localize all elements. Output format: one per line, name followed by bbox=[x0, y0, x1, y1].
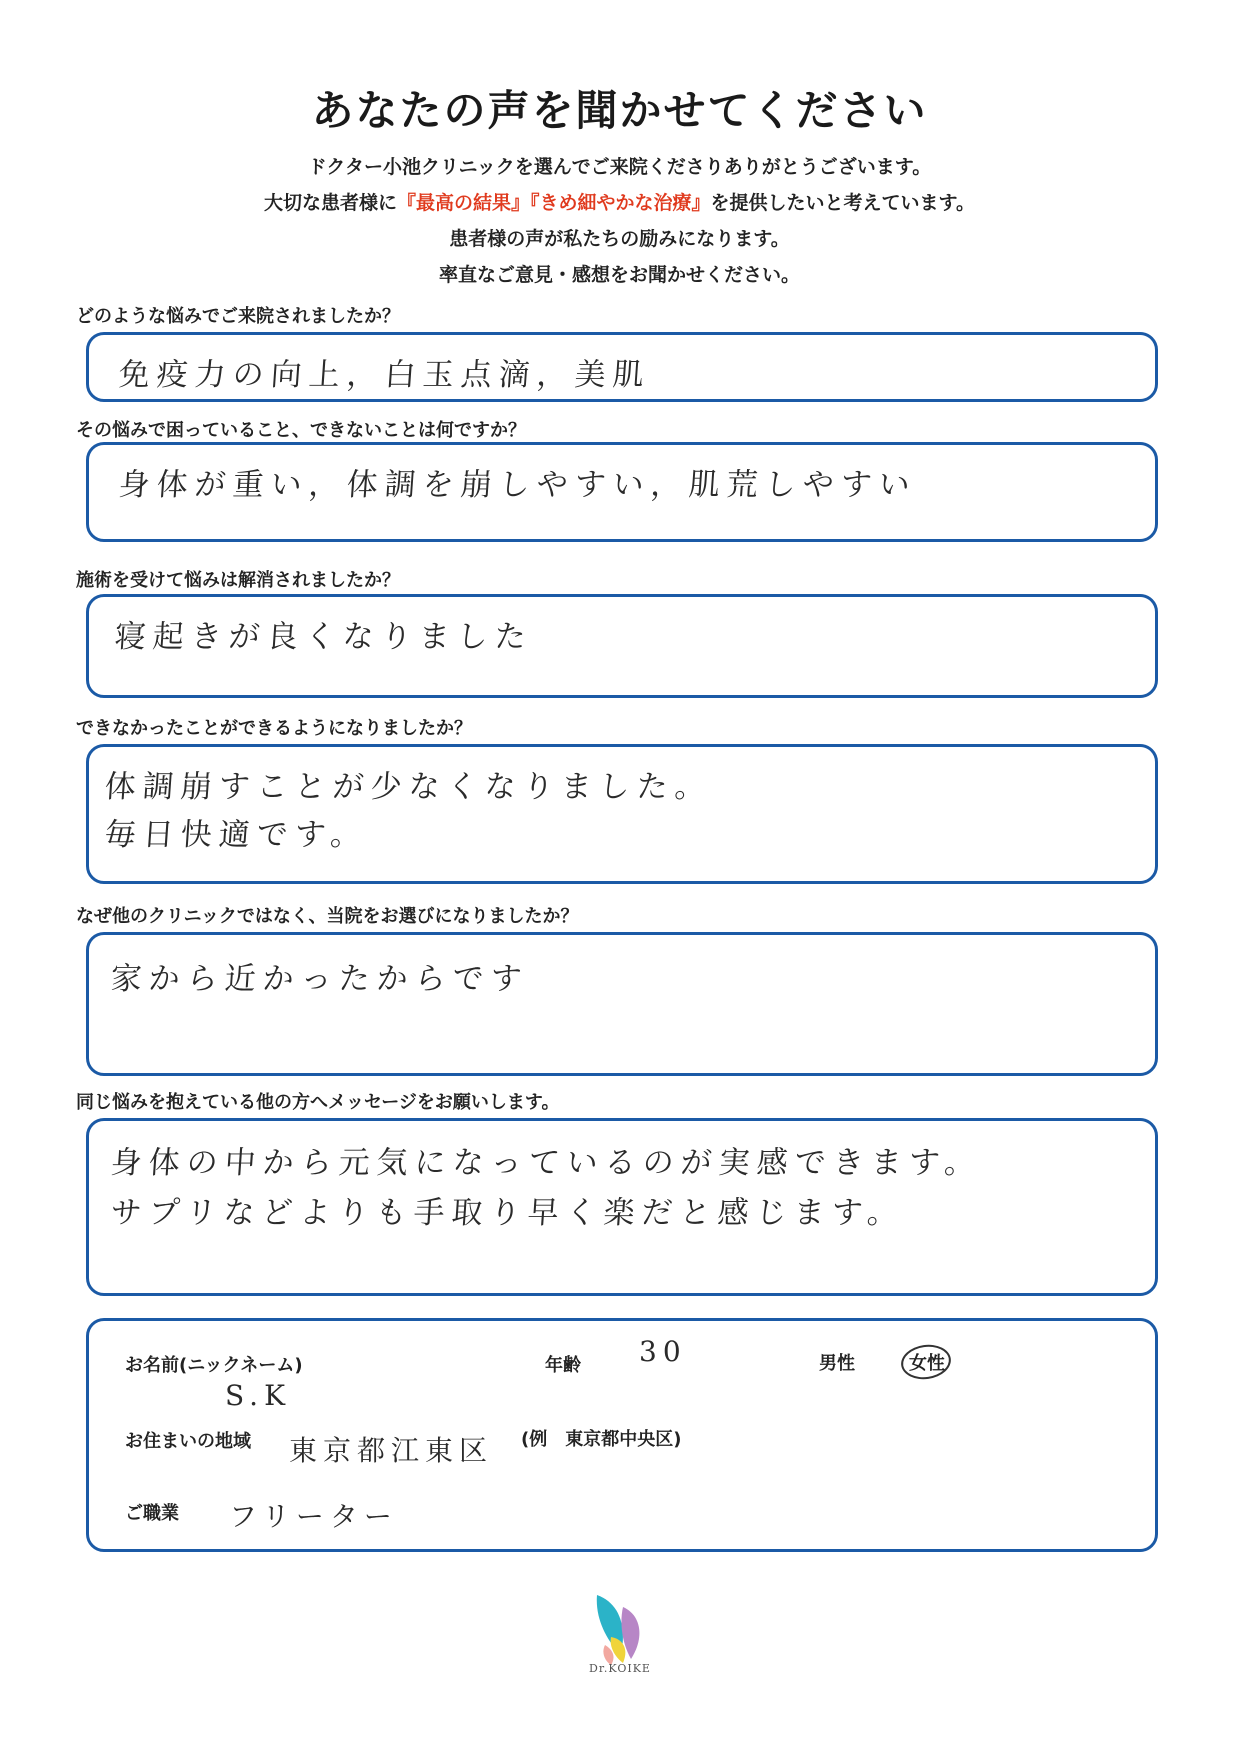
age-value[interactable]: 30 bbox=[639, 1335, 687, 1368]
question-3-label: 施術を受けて悩みは解消されましたか？ bbox=[76, 570, 400, 591]
area-example: (例 東京都中央区) bbox=[521, 1429, 682, 1450]
gender-male-option[interactable]: 男性 bbox=[819, 1353, 855, 1374]
answer-box-4[interactable] bbox=[86, 744, 1158, 884]
age-label: 年齢 bbox=[545, 1355, 581, 1376]
intro-line-2-highlight: 『最高の結果』『きめ細やかな治療』 bbox=[397, 192, 711, 214]
logo-text: Dr.KOIKE bbox=[589, 1662, 651, 1675]
answer-4-line-1: 体調崩すことが少なくなりました。 bbox=[103, 769, 715, 805]
answer-box-2[interactable] bbox=[86, 442, 1158, 542]
job-label: ご職業 bbox=[125, 1503, 179, 1524]
intro-line-2-suffix: を提供したいと考えています。 bbox=[710, 192, 975, 214]
question-2-label: その悩みで困っていること、できないことは何ですか？ bbox=[76, 420, 526, 441]
answer-box-6[interactable] bbox=[86, 1118, 1158, 1296]
job-value[interactable]: フリーター bbox=[229, 1500, 398, 1533]
question-6-label: 同じ悩みを抱えている他の方へメッセージをお願いします。 bbox=[76, 1092, 560, 1113]
intro-line-4: 率直なご意見・感想をお聞かせください。 bbox=[438, 264, 800, 286]
answer-6-line-1: 身体の中から元気になっているのが実感できます。 bbox=[109, 1145, 984, 1181]
name-label: お名前(ニックネーム) bbox=[125, 1355, 303, 1376]
gender-female-option[interactable]: 女性 bbox=[909, 1353, 945, 1374]
answer-6-line-2: サプリなどよりも手取り早く楽だと感じます。 bbox=[109, 1195, 907, 1231]
name-value[interactable]: S.K bbox=[225, 1379, 292, 1412]
answer-box-1[interactable] bbox=[86, 332, 1158, 402]
answer-box-5[interactable] bbox=[86, 932, 1158, 1076]
question-5-label: なぜ他のクリニックではなく、当院をお選びになりましたか？ bbox=[76, 906, 579, 927]
answer-4-line-2: 毎日快適です。 bbox=[103, 817, 370, 853]
intro-line-2-prefix: 大切な患者様に bbox=[263, 192, 397, 214]
selected-gender-circle bbox=[899, 1342, 953, 1383]
question-4-label: できなかったことができるようになりましたか？ bbox=[76, 718, 472, 739]
area-label: お住まいの地域 bbox=[125, 1431, 251, 1452]
answer-1-line-1: 免疫力の向上，白玉点滴，美肌 bbox=[117, 357, 653, 393]
intro-line-2 bbox=[0, 188, 1239, 215]
answer-2-line-1: 身体が重い，体調を崩しやすい，肌荒しやすい bbox=[117, 467, 919, 503]
page-title: あなたの声を聞かせてください bbox=[311, 86, 928, 135]
intro-line-1: ドクター小池クリニックを選んでご来院くださりありがとうございます。 bbox=[307, 156, 932, 178]
intro-line-3: 患者様の声が私たちの励みになります。 bbox=[449, 228, 790, 250]
answer-5-line-1: 家から近かったからです bbox=[109, 961, 530, 997]
area-value[interactable]: 東京都江東区 bbox=[289, 1434, 494, 1467]
question-1-label: どのような悩みでご来院されましたか？ bbox=[76, 306, 400, 327]
profile-box bbox=[86, 1318, 1158, 1552]
answer-3-line-1: 寝起きが良くなりました bbox=[113, 619, 535, 655]
answer-box-3[interactable] bbox=[86, 594, 1158, 698]
